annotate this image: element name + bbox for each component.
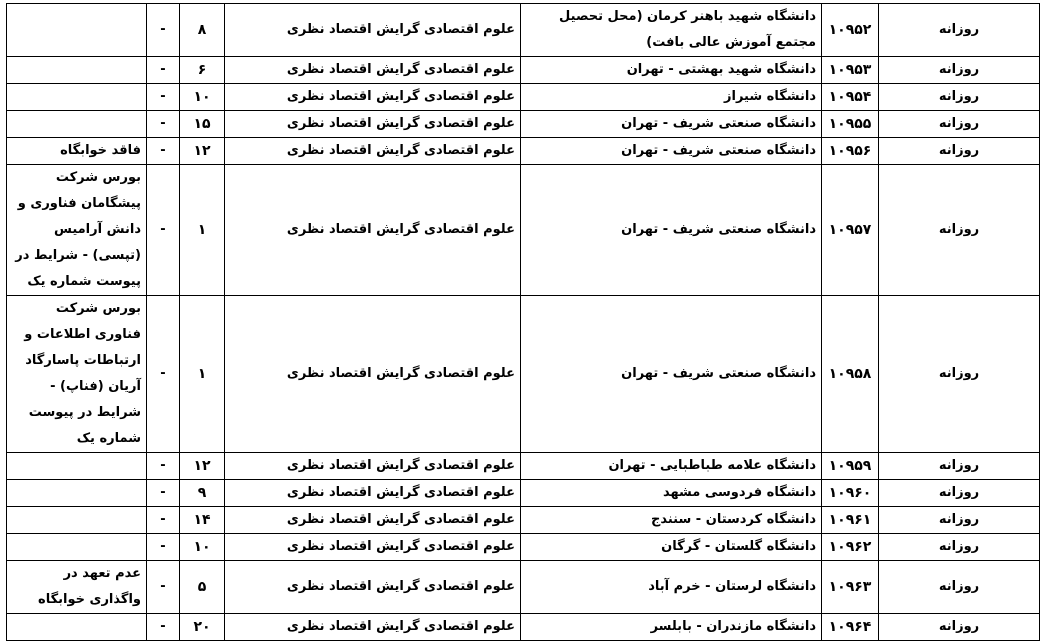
dash-cell: - [147, 614, 180, 641]
note-cell: فاقد خوابگاه [7, 138, 147, 165]
field-cell: علوم اقتصادی گرایش اقتصاد نظری [225, 57, 521, 84]
table-row [7, 57, 1040, 84]
dash-cell: - [147, 296, 180, 453]
course-type-cell: روزانه [879, 614, 1040, 641]
table-row [7, 84, 1040, 111]
course-type-cell: روزانه [879, 507, 1040, 534]
course-type-cell: روزانه [879, 165, 1040, 296]
table-row [7, 111, 1040, 138]
university-cell: دانشگاه صنعتی شریف - تهران [521, 138, 822, 165]
program-code-cell: ۱۰۹۵۴ [822, 84, 879, 111]
dash-cell: - [147, 561, 180, 614]
university-cell: دانشگاه صنعتی شریف - تهران [521, 296, 822, 453]
course-type-cell: روزانه [879, 561, 1040, 614]
note-cell [7, 534, 147, 561]
university-cell: دانشگاه گلستان - گرگان [521, 534, 822, 561]
dash-cell: - [147, 111, 180, 138]
field-cell: علوم اقتصادی گرایش اقتصاد نظری [225, 507, 521, 534]
field-cell: علوم اقتصادی گرایش اقتصاد نظری [225, 614, 521, 641]
university-cell: دانشگاه علامه طباطبایی - تهران [521, 453, 822, 480]
capacity-cell: ۱ [180, 165, 225, 296]
dash-cell: - [147, 4, 180, 57]
program-code-cell: ۱۰۹۵۶ [822, 138, 879, 165]
course-type-cell: روزانه [879, 453, 1040, 480]
programs-table-body [7, 4, 1040, 641]
capacity-cell: ۱۲ [180, 453, 225, 480]
field-cell: علوم اقتصادی گرایش اقتصاد نظری [225, 480, 521, 507]
programs-table [6, 3, 1040, 641]
program-code-cell: ۱۰۹۵۷ [822, 165, 879, 296]
university-cell: دانشگاه کردستان - سنندج [521, 507, 822, 534]
program-code-cell: ۱۰۹۶۳ [822, 561, 879, 614]
table-row [7, 534, 1040, 561]
university-cell: دانشگاه فردوسی مشهد [521, 480, 822, 507]
course-type-cell: روزانه [879, 57, 1040, 84]
dash-cell: - [147, 57, 180, 84]
note-cell [7, 57, 147, 84]
field-cell: علوم اقتصادی گرایش اقتصاد نظری [225, 111, 521, 138]
university-cell: دانشگاه شیراز [521, 84, 822, 111]
table-row [7, 4, 1040, 57]
program-code-cell: ۱۰۹۵۲ [822, 4, 879, 57]
dash-cell: - [147, 165, 180, 296]
capacity-cell: ۱۰ [180, 84, 225, 111]
course-type-cell: روزانه [879, 138, 1040, 165]
field-cell: علوم اقتصادی گرایش اقتصاد نظری [225, 165, 521, 296]
capacity-cell: ۸ [180, 4, 225, 57]
field-cell: علوم اقتصادی گرایش اقتصاد نظری [225, 296, 521, 453]
note-cell [7, 614, 147, 641]
capacity-cell: ۶ [180, 57, 225, 84]
course-type-cell: روزانه [879, 534, 1040, 561]
field-cell: علوم اقتصادی گرایش اقتصاد نظری [225, 84, 521, 111]
note-cell [7, 480, 147, 507]
note-cell: بورس شرکت فناوری اطلاعات و ارتباطات پاسارگاد آریان (فناپ) - شرایط در پیوست شماره یک [7, 296, 147, 453]
dash-cell: - [147, 534, 180, 561]
note-cell [7, 507, 147, 534]
capacity-cell: ۱۰ [180, 534, 225, 561]
program-code-cell: ۱۰۹۵۹ [822, 453, 879, 480]
program-code-cell: ۱۰۹۶۱ [822, 507, 879, 534]
note-cell [7, 4, 147, 57]
program-code-cell: ۱۰۹۵۵ [822, 111, 879, 138]
capacity-cell: ۱۴ [180, 507, 225, 534]
table-row [7, 507, 1040, 534]
dash-cell: - [147, 84, 180, 111]
university-cell: دانشگاه مازندران - بابلسر [521, 614, 822, 641]
program-code-cell: ۱۰۹۶۲ [822, 534, 879, 561]
university-cell: دانشگاه صنعتی شریف - تهران [521, 111, 822, 138]
capacity-cell: ۱ [180, 296, 225, 453]
university-cell: دانشگاه شهید بهشتی - تهران [521, 57, 822, 84]
program-code-cell: ۱۰۹۵۸ [822, 296, 879, 453]
table-row [7, 614, 1040, 641]
capacity-cell: ۹ [180, 480, 225, 507]
field-cell: علوم اقتصادی گرایش اقتصاد نظری [225, 561, 521, 614]
dash-cell: - [147, 138, 180, 165]
note-cell [7, 111, 147, 138]
table-row [7, 480, 1040, 507]
dash-cell: - [147, 480, 180, 507]
capacity-cell: ۱۲ [180, 138, 225, 165]
table-row [7, 138, 1040, 165]
course-type-cell: روزانه [879, 111, 1040, 138]
capacity-cell: ۵ [180, 561, 225, 614]
table-row [7, 165, 1040, 296]
table-row [7, 296, 1040, 453]
course-type-cell: روزانه [879, 4, 1040, 57]
field-cell: علوم اقتصادی گرایش اقتصاد نظری [225, 534, 521, 561]
dash-cell: - [147, 453, 180, 480]
capacity-cell: ۱۵ [180, 111, 225, 138]
university-name: دانشگاه شهید باهنر کرمان (محل تحصیل مجتمع آموزش عالی بافت) [559, 9, 816, 50]
field-cell: علوم اقتصادی گرایش اقتصاد نظری [225, 453, 521, 480]
university-cell [521, 4, 822, 57]
course-type-cell: روزانه [879, 296, 1040, 453]
university-cell: دانشگاه صنعتی شریف - تهران [521, 165, 822, 296]
table-row [7, 561, 1040, 614]
course-type-cell: روزانه [879, 84, 1040, 111]
note-cell: عدم تعهد در واگذاری خوابگاه [7, 561, 147, 614]
field-cell: علوم اقتصادی گرایش اقتصاد نظری [225, 138, 521, 165]
university-cell: دانشگاه لرستان - خرم آباد [521, 561, 822, 614]
course-type-cell: روزانه [879, 480, 1040, 507]
program-code-cell: ۱۰۹۶۴ [822, 614, 879, 641]
table-row [7, 453, 1040, 480]
dash-cell: - [147, 507, 180, 534]
field-cell: علوم اقتصادی گرایش اقتصاد نظری [225, 4, 521, 57]
note-cell [7, 453, 147, 480]
note-cell: بورس شرکت پیشگامان فناوری و دانش آرامیس (تپسی) - شرایط در پیوست شماره یک [7, 165, 147, 296]
program-code-cell: ۱۰۹۵۳ [822, 57, 879, 84]
program-code-cell: ۱۰۹۶۰ [822, 480, 879, 507]
capacity-cell: ۲۰ [180, 614, 225, 641]
note-cell [7, 84, 147, 111]
